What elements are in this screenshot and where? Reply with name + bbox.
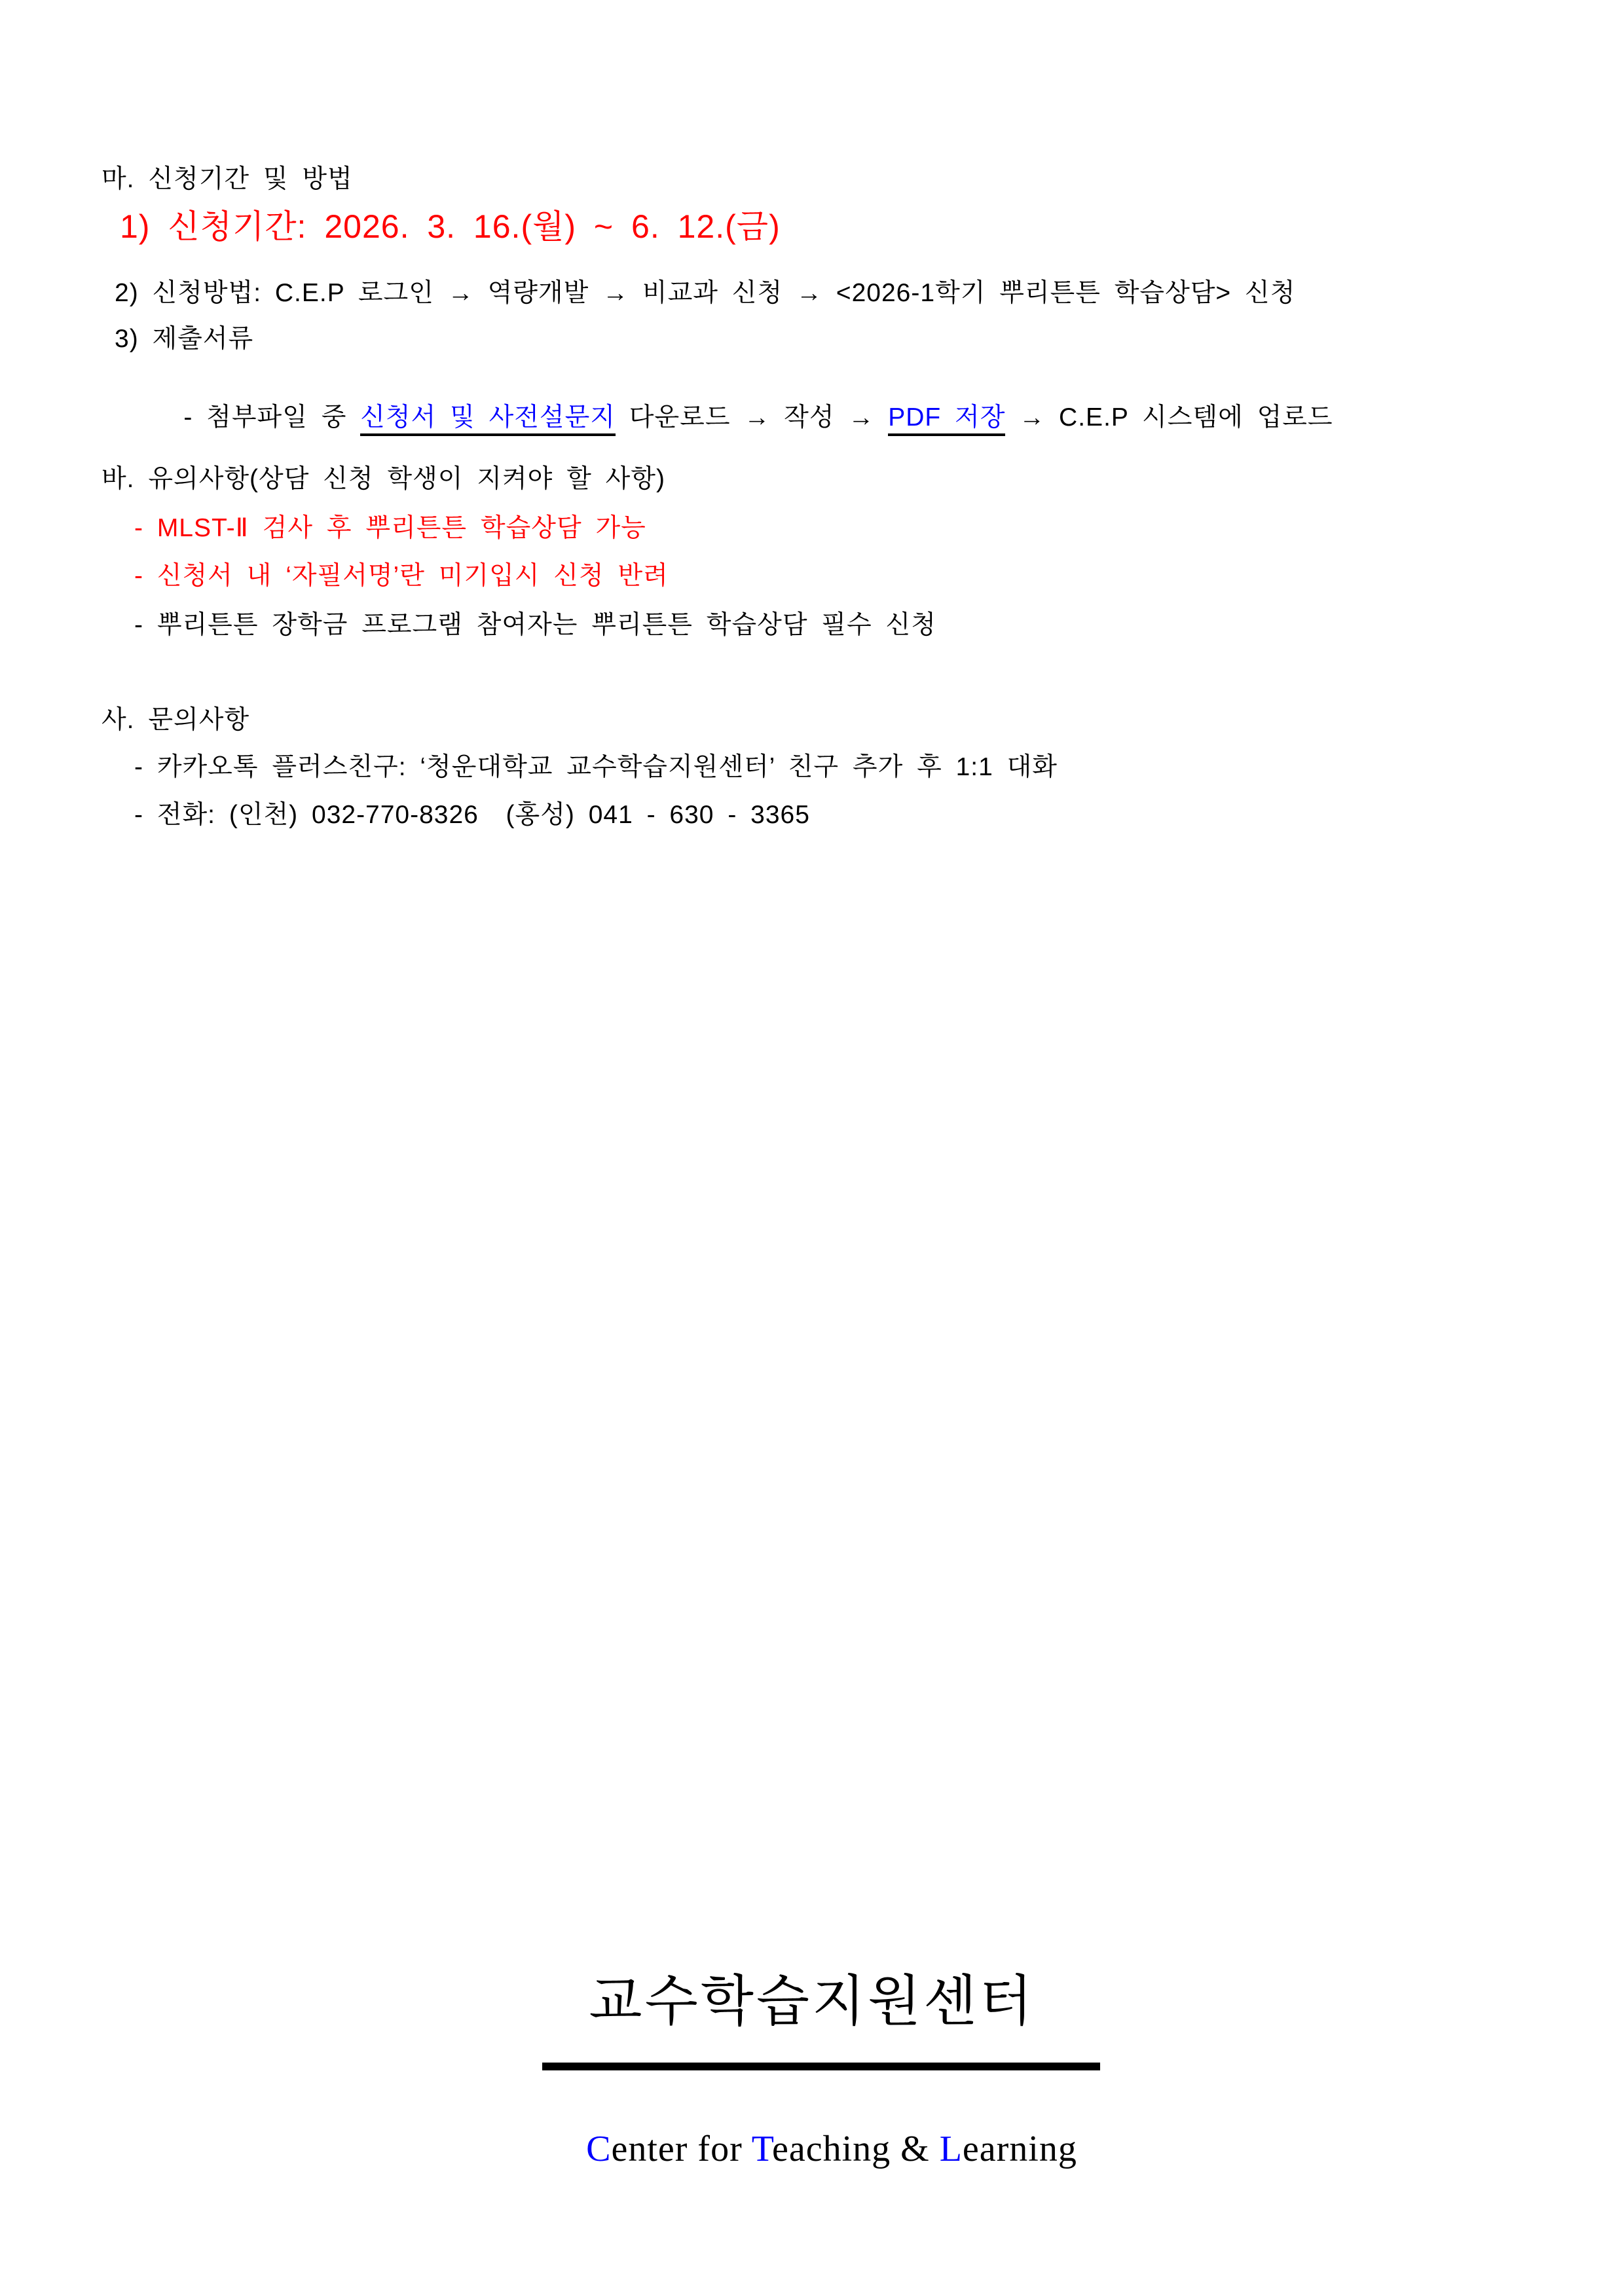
attachment-prefix-text: - 첨부파일 중 — [183, 403, 361, 431]
footer-center-title-english — [0, 2082, 1624, 2216]
footer-english-initial-l: L — [939, 2129, 963, 2169]
footer-divider-rule — [542, 2063, 1100, 2070]
application-form-link[interactable]: 신청서 및 사전설문지 — [360, 403, 616, 436]
notice-bullet-signature: - 신청서 내 ‘자필서명’란 미기입시 신청 반려 — [134, 562, 669, 590]
footer-english-segment-enter-for: enter for — [611, 2129, 752, 2169]
footer-english-initial-t: T — [751, 2129, 773, 2169]
section-heading-notice: 바. 유의사항(상담 신청 학생이 지켜야 할 사항) — [101, 465, 665, 493]
attachment-middle-text: 다운로드 → 작성 → — [615, 403, 889, 431]
section-heading-contact: 사. 문의사항 — [101, 706, 250, 734]
submission-docs-line: 3) 제출서류 — [115, 325, 254, 353]
notice-bullet-scholarship: - 뿌리튼튼 장학금 프로그램 참여자는 뿌리튼튼 학습상담 필수 신청 — [134, 611, 936, 639]
notice-bullet-mlst: - MLST-Ⅱ 검사 후 뿌리튼튼 학습상담 가능 — [134, 514, 646, 542]
footer-english-initial-c: C — [586, 2129, 612, 2169]
pdf-save-link[interactable]: PDF 저장 — [888, 403, 1005, 436]
attachment-suffix-text: → C.E.P 시스템에 업로드 — [1005, 403, 1333, 431]
contact-bullet-phone: - 전화: (인천) 032-770-8326 (홍성) 041 - 630 - 3365 — [134, 801, 810, 829]
footer-english-segment-eaching-amp: eaching & — [772, 2129, 940, 2169]
application-method-line: 2) 신청방법: C.E.P 로그인 → 역량개발 → 비교과 신청 → <2026-1학기 뿌리튼튼 학습상담> 신청 — [115, 279, 1296, 307]
footer-center-title-korean: 교수학습지원센터 — [589, 1972, 1035, 2032]
contact-bullet-kakao: - 카카오톡 플러스친구: ‘청운대학교 교수학습지원센터’ 친구 추가 후 1:1 대화 — [134, 753, 1058, 781]
application-period-line: 1) 신청기간: 2026. 3. 16.(월) ~ 6. 12.(금) — [120, 208, 781, 245]
attachment-instruction-line — [129, 371, 1333, 465]
section-heading-apply: 마. 신청기간 및 방법 — [101, 165, 353, 193]
footer-english-segment-earning: earning — [962, 2129, 1077, 2169]
